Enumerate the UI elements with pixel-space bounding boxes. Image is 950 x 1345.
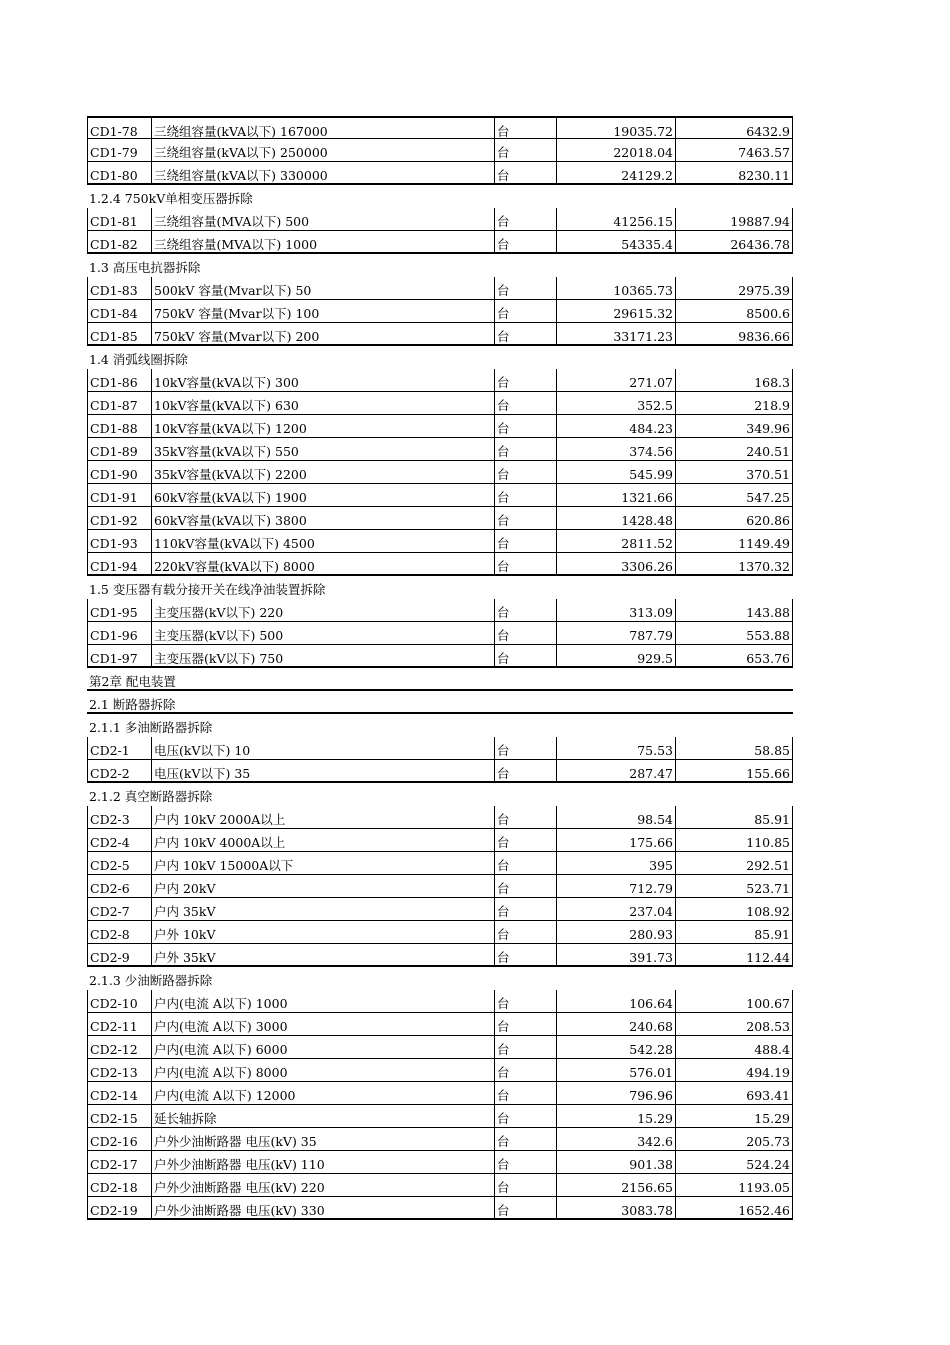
item-value-2: 108.92 bbox=[675, 898, 792, 920]
item-name: 三绕组容量(MVA以下) 1000 bbox=[151, 231, 494, 252]
item-unit: 台 bbox=[494, 553, 556, 574]
item-value-1: 280.93 bbox=[556, 921, 675, 943]
item-unit: 台 bbox=[494, 852, 556, 874]
item-value-1: 395 bbox=[556, 852, 675, 874]
item-value-1: 796.96 bbox=[556, 1082, 675, 1104]
item-value-2: 15.29 bbox=[675, 1105, 792, 1127]
table-row bbox=[87, 829, 793, 852]
heading-text: 2.1 断路器拆除 bbox=[89, 697, 176, 712]
item-code: CD2-11 bbox=[90, 1019, 138, 1034]
item-unit: 台 bbox=[494, 898, 556, 920]
item-name: 60kV容量(kVA以下) 3800 bbox=[151, 507, 494, 529]
item-name: 主变压器(kV以下) 750 bbox=[151, 645, 494, 666]
item-name: 户外少油断路器 电压(kV) 330 bbox=[151, 1197, 494, 1218]
item-value-2: 155.66 bbox=[675, 760, 792, 781]
table-row bbox=[87, 530, 793, 553]
item-value-2: 240.51 bbox=[675, 438, 792, 460]
item-value-2: 1652.46 bbox=[675, 1197, 792, 1218]
item-unit: 台 bbox=[494, 1151, 556, 1173]
item-value-2: 110.85 bbox=[675, 829, 792, 851]
item-unit: 台 bbox=[494, 921, 556, 943]
item-code: CD2-13 bbox=[90, 1065, 138, 1080]
item-name: 220kV容量(kVA以下) 8000 bbox=[151, 553, 494, 574]
chapter-heading bbox=[87, 668, 793, 691]
item-unit: 台 bbox=[494, 645, 556, 666]
item-code: CD2-2 bbox=[90, 766, 130, 781]
item-value-2: 85.91 bbox=[675, 921, 792, 943]
item-name: 户内 10kV 15000A以下 bbox=[151, 852, 494, 874]
table-row bbox=[87, 415, 793, 438]
item-value-1: 929.5 bbox=[556, 645, 675, 666]
item-code: CD2-3 bbox=[90, 812, 130, 827]
item-code: CD2-12 bbox=[90, 1042, 138, 1057]
item-name: 户内(电流 A以下) 1000 bbox=[151, 990, 494, 1012]
item-name: 三绕组容量(kVA以下) 330000 bbox=[151, 162, 494, 183]
table-row bbox=[87, 1151, 793, 1174]
item-name: 60kV容量(kVA以下) 1900 bbox=[151, 484, 494, 506]
table-row bbox=[87, 875, 793, 898]
item-name: 户内 10kV 4000A以上 bbox=[151, 829, 494, 851]
item-unit: 台 bbox=[494, 415, 556, 437]
item-unit: 台 bbox=[494, 461, 556, 483]
table-row bbox=[87, 162, 793, 185]
item-value-2: 547.25 bbox=[675, 484, 792, 506]
heading-text: 1.5 变压器有载分接开关在线净油装置拆除 bbox=[89, 582, 326, 597]
item-name: 110kV容量(kVA以下) 4500 bbox=[151, 530, 494, 552]
item-name: 户内(电流 A以下) 3000 bbox=[151, 1013, 494, 1035]
item-unit: 台 bbox=[494, 277, 556, 299]
table-row bbox=[87, 1105, 793, 1128]
item-unit: 台 bbox=[494, 944, 556, 965]
item-value-1: 24129.2 bbox=[556, 162, 675, 183]
table-row bbox=[87, 300, 793, 323]
table-row bbox=[87, 438, 793, 461]
item-value-1: 10365.73 bbox=[556, 277, 675, 299]
item-unit: 台 bbox=[494, 530, 556, 552]
table-row bbox=[87, 369, 793, 392]
item-value-1: 15.29 bbox=[556, 1105, 675, 1127]
item-value-1: 1321.66 bbox=[556, 484, 675, 506]
item-value-2: 1149.49 bbox=[675, 530, 792, 552]
heading-text: 2.1.3 少油断路器拆除 bbox=[89, 973, 213, 988]
table-row bbox=[87, 806, 793, 829]
item-unit: 台 bbox=[494, 990, 556, 1012]
item-unit: 台 bbox=[494, 599, 556, 621]
item-value-1: 287.47 bbox=[556, 760, 675, 781]
item-value-2: 553.88 bbox=[675, 622, 792, 644]
item-unit: 台 bbox=[494, 1059, 556, 1081]
item-name: 户内 20kV bbox=[151, 875, 494, 897]
item-value-1: 342.6 bbox=[556, 1128, 675, 1150]
item-unit: 台 bbox=[494, 323, 556, 344]
item-value-2: 693.41 bbox=[675, 1082, 792, 1104]
item-value-2: 1193.05 bbox=[675, 1174, 792, 1196]
item-code: CD2-9 bbox=[90, 950, 130, 965]
item-code: CD1-94 bbox=[90, 559, 138, 574]
item-value-2: 100.67 bbox=[675, 990, 792, 1012]
item-unit: 台 bbox=[494, 139, 556, 161]
item-value-2: 1370.32 bbox=[675, 553, 792, 574]
table-row bbox=[87, 1197, 793, 1220]
section-heading bbox=[87, 185, 793, 208]
item-name: 750kV 容量(Mvar以下) 200 bbox=[151, 323, 494, 344]
item-unit: 台 bbox=[494, 1082, 556, 1104]
table-row bbox=[87, 208, 793, 231]
item-value-2: 205.73 bbox=[675, 1128, 792, 1150]
item-name: 10kV容量(kVA以下) 1200 bbox=[151, 415, 494, 437]
item-code: CD2-18 bbox=[90, 1180, 138, 1195]
item-value-1: 484.23 bbox=[556, 415, 675, 437]
item-value-2: 19887.94 bbox=[675, 208, 792, 230]
item-value-1: 54335.4 bbox=[556, 231, 675, 252]
item-value-2: 218.9 bbox=[675, 392, 792, 414]
item-unit: 台 bbox=[494, 1197, 556, 1218]
item-name: 电压(kV以下) 35 bbox=[151, 760, 494, 781]
item-value-2: 9836.66 bbox=[675, 323, 792, 344]
section-heading bbox=[87, 714, 793, 737]
item-name: 750kV 容量(Mvar以下) 100 bbox=[151, 300, 494, 322]
item-value-1: 22018.04 bbox=[556, 139, 675, 161]
item-code: CD1-90 bbox=[90, 467, 138, 482]
item-code: CD1-83 bbox=[90, 283, 138, 298]
item-unit: 台 bbox=[494, 369, 556, 391]
item-value-1: 33171.23 bbox=[556, 323, 675, 344]
item-name: 三绕组容量(kVA以下) 250000 bbox=[151, 139, 494, 161]
table-row bbox=[87, 484, 793, 507]
item-value-2: 488.4 bbox=[675, 1036, 792, 1058]
table-row bbox=[87, 737, 793, 760]
item-value-2: 2975.39 bbox=[675, 277, 792, 299]
table-row bbox=[87, 645, 793, 668]
item-name: 户外少油断路器 电压(kV) 220 bbox=[151, 1174, 494, 1196]
item-unit: 台 bbox=[494, 806, 556, 828]
item-code: CD1-88 bbox=[90, 421, 138, 436]
item-code: CD1-80 bbox=[90, 168, 138, 183]
item-value-1: 1428.48 bbox=[556, 507, 675, 529]
item-code: CD1-86 bbox=[90, 375, 138, 390]
item-name: 三绕组容量(MVA以下) 500 bbox=[151, 208, 494, 230]
item-value-1: 41256.15 bbox=[556, 208, 675, 230]
item-unit: 台 bbox=[494, 484, 556, 506]
item-code: CD1-79 bbox=[90, 145, 138, 160]
section-heading bbox=[87, 783, 793, 806]
item-code: CD2-5 bbox=[90, 858, 130, 873]
item-code: CD2-8 bbox=[90, 927, 130, 942]
item-code: CD1-78 bbox=[90, 124, 138, 138]
item-value-1: 98.54 bbox=[556, 806, 675, 828]
item-unit: 台 bbox=[494, 231, 556, 252]
item-unit: 台 bbox=[494, 829, 556, 851]
item-value-1: 576.01 bbox=[556, 1059, 675, 1081]
section-heading bbox=[87, 576, 793, 599]
item-value-1: 271.07 bbox=[556, 369, 675, 391]
item-value-2: 349.96 bbox=[675, 415, 792, 437]
item-code: CD2-19 bbox=[90, 1203, 138, 1218]
table-row bbox=[87, 599, 793, 622]
table-row bbox=[87, 622, 793, 645]
item-code: CD1-97 bbox=[90, 651, 138, 666]
item-code: CD1-96 bbox=[90, 628, 138, 643]
heading-text: 2.1.2 真空断路器拆除 bbox=[89, 789, 213, 804]
item-code: CD2-4 bbox=[90, 835, 130, 850]
table-row bbox=[87, 231, 793, 254]
section-heading bbox=[87, 346, 793, 369]
item-code: CD1-81 bbox=[90, 214, 138, 229]
item-value-1: 3306.26 bbox=[556, 553, 675, 574]
item-unit: 台 bbox=[494, 507, 556, 529]
item-name: 电压(kV以下) 10 bbox=[151, 737, 494, 759]
item-code: CD1-93 bbox=[90, 536, 138, 551]
item-code: CD2-14 bbox=[90, 1088, 138, 1103]
item-unit: 台 bbox=[494, 392, 556, 414]
item-name: 户外 35kV bbox=[151, 944, 494, 965]
item-name: 主变压器(kV以下) 220 bbox=[151, 599, 494, 621]
item-name: 延长轴拆除 bbox=[151, 1105, 494, 1127]
item-code: CD1-82 bbox=[90, 237, 138, 252]
item-name: 户内(电流 A以下) 6000 bbox=[151, 1036, 494, 1058]
item-name: 户内(电流 A以下) 8000 bbox=[151, 1059, 494, 1081]
table-row bbox=[87, 898, 793, 921]
item-value-1: 712.79 bbox=[556, 875, 675, 897]
item-name: 户外少油断路器 电压(kV) 110 bbox=[151, 1151, 494, 1173]
item-code: CD2-16 bbox=[90, 1134, 138, 1149]
item-unit: 台 bbox=[494, 1128, 556, 1150]
item-code: CD2-6 bbox=[90, 881, 130, 896]
table-row bbox=[87, 553, 793, 576]
table-row bbox=[87, 277, 793, 300]
item-value-1: 175.66 bbox=[556, 829, 675, 851]
item-name: 35kV容量(kVA以下) 550 bbox=[151, 438, 494, 460]
table-row bbox=[87, 944, 793, 967]
item-code: CD1-87 bbox=[90, 398, 138, 413]
item-value-2: 292.51 bbox=[675, 852, 792, 874]
item-unit: 台 bbox=[494, 162, 556, 183]
table-row bbox=[87, 392, 793, 415]
heading-text: 第2章 配电装置 bbox=[89, 674, 176, 689]
item-name: 户内 10kV 2000A以上 bbox=[151, 806, 494, 828]
item-value-2: 8230.11 bbox=[675, 162, 792, 183]
item-value-2: 524.24 bbox=[675, 1151, 792, 1173]
table-row bbox=[87, 1082, 793, 1105]
item-value-1: 106.64 bbox=[556, 990, 675, 1012]
item-value-1: 391.73 bbox=[556, 944, 675, 965]
item-code: CD2-10 bbox=[90, 996, 138, 1011]
item-value-2: 26436.78 bbox=[675, 231, 792, 252]
item-name: 三绕组容量(kVA以下) 167000 bbox=[151, 118, 494, 138]
item-name: 户内 35kV bbox=[151, 898, 494, 920]
item-value-1: 901.38 bbox=[556, 1151, 675, 1173]
item-value-1: 237.04 bbox=[556, 898, 675, 920]
item-value-2: 85.91 bbox=[675, 806, 792, 828]
item-unit: 台 bbox=[494, 300, 556, 322]
item-code: CD1-91 bbox=[90, 490, 138, 505]
item-code: CD1-95 bbox=[90, 605, 138, 620]
item-unit: 台 bbox=[494, 760, 556, 781]
item-value-2: 143.88 bbox=[675, 599, 792, 621]
item-name: 500kV 容量(Mvar以下) 50 bbox=[151, 277, 494, 299]
item-value-1: 240.68 bbox=[556, 1013, 675, 1035]
item-value-2: 370.51 bbox=[675, 461, 792, 483]
table-row bbox=[87, 139, 793, 162]
item-unit: 台 bbox=[494, 438, 556, 460]
item-unit: 台 bbox=[494, 622, 556, 644]
table-row bbox=[87, 461, 793, 484]
item-code: CD2-7 bbox=[90, 904, 130, 919]
item-code: CD1-84 bbox=[90, 306, 138, 321]
item-unit: 台 bbox=[494, 208, 556, 230]
table-row bbox=[87, 921, 793, 944]
item-unit: 台 bbox=[494, 1013, 556, 1035]
item-value-2: 208.53 bbox=[675, 1013, 792, 1035]
item-value-2: 6432.9 bbox=[675, 118, 792, 138]
item-value-2: 494.19 bbox=[675, 1059, 792, 1081]
item-code: CD1-92 bbox=[90, 513, 138, 528]
item-value-1: 352.5 bbox=[556, 392, 675, 414]
item-value-1: 374.56 bbox=[556, 438, 675, 460]
table-row bbox=[87, 760, 793, 783]
section-heading bbox=[87, 967, 793, 990]
item-name: 10kV容量(kVA以下) 300 bbox=[151, 369, 494, 391]
table-row bbox=[87, 1059, 793, 1082]
heading-text: 2.1.1 多油断路器拆除 bbox=[89, 720, 213, 735]
item-value-1: 3083.78 bbox=[556, 1197, 675, 1218]
item-unit: 台 bbox=[494, 737, 556, 759]
item-value-2: 523.71 bbox=[675, 875, 792, 897]
item-value-1: 75.53 bbox=[556, 737, 675, 759]
item-value-1: 542.28 bbox=[556, 1036, 675, 1058]
item-value-2: 653.76 bbox=[675, 645, 792, 666]
item-name: 主变压器(kV以下) 500 bbox=[151, 622, 494, 644]
section-heading bbox=[87, 254, 793, 277]
item-code: CD2-17 bbox=[90, 1157, 138, 1172]
item-name: 户内(电流 A以下) 12000 bbox=[151, 1082, 494, 1104]
item-unit: 台 bbox=[494, 118, 556, 138]
heading-text: 1.2.4 750kV单相变压器拆除 bbox=[89, 191, 253, 206]
item-value-1: 29615.32 bbox=[556, 300, 675, 322]
item-value-1: 2811.52 bbox=[556, 530, 675, 552]
item-value-1: 545.99 bbox=[556, 461, 675, 483]
item-value-2: 620.86 bbox=[675, 507, 792, 529]
table-row bbox=[87, 1013, 793, 1036]
item-value-2: 112.44 bbox=[675, 944, 792, 965]
table-row bbox=[87, 116, 793, 139]
item-name: 户外 10kV bbox=[151, 921, 494, 943]
quota-table bbox=[87, 116, 793, 1220]
item-name: 10kV容量(kVA以下) 630 bbox=[151, 392, 494, 414]
item-code: CD2-15 bbox=[90, 1111, 138, 1126]
item-value-2: 8500.6 bbox=[675, 300, 792, 322]
table-row bbox=[87, 990, 793, 1013]
item-value-2: 168.3 bbox=[675, 369, 792, 391]
item-value-1: 313.09 bbox=[556, 599, 675, 621]
item-code: CD1-85 bbox=[90, 329, 138, 344]
table-row bbox=[87, 1174, 793, 1197]
table-row bbox=[87, 323, 793, 346]
heading-text: 1.4 消弧线圈拆除 bbox=[89, 352, 188, 367]
item-value-1: 787.79 bbox=[556, 622, 675, 644]
table-row bbox=[87, 507, 793, 530]
item-unit: 台 bbox=[494, 1036, 556, 1058]
heading-text: 1.3 高压电抗器拆除 bbox=[89, 260, 201, 275]
table-row bbox=[87, 1036, 793, 1059]
item-code: CD1-89 bbox=[90, 444, 138, 459]
item-value-2: 58.85 bbox=[675, 737, 792, 759]
item-code: CD2-1 bbox=[90, 743, 130, 758]
table-row bbox=[87, 1128, 793, 1151]
item-unit: 台 bbox=[494, 1174, 556, 1196]
item-value-2: 7463.57 bbox=[675, 139, 792, 161]
item-value-1: 2156.65 bbox=[556, 1174, 675, 1196]
item-unit: 台 bbox=[494, 1105, 556, 1127]
item-name: 35kV容量(kVA以下) 2200 bbox=[151, 461, 494, 483]
table-row bbox=[87, 852, 793, 875]
section-heading bbox=[87, 691, 793, 714]
item-unit: 台 bbox=[494, 875, 556, 897]
item-name: 户外少油断路器 电压(kV) 35 bbox=[151, 1128, 494, 1150]
item-value-1: 19035.72 bbox=[556, 118, 675, 138]
